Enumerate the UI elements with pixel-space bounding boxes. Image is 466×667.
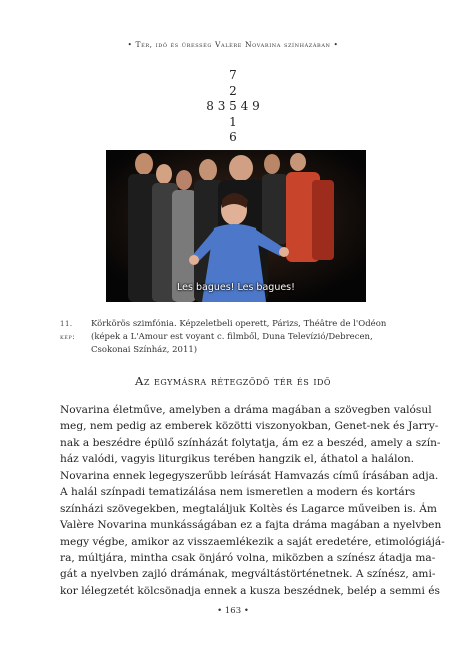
- paragraph-line: megy végbe, amikor az visszaemlékezik a saját eredetére, etimológiájá-: [60, 535, 445, 548]
- paragraph-line: Valère Novarina munkásságában ez a fajta dráma magában a nyelvben: [60, 519, 442, 532]
- caption-line: Körkörös szimfónia. Képzeletbeli operett, Párizs, Théâtre de l'Odéon: [91, 319, 387, 329]
- paragraph-line: kor lélegzetét kölcsönadja ennek a kusza beszédnek, belép a semmi és: [60, 584, 440, 597]
- body-paragraph: [60, 402, 445, 599]
- caption-text: [91, 318, 390, 357]
- section-heading: Az egymásra rétegződő tér és idő: [135, 374, 331, 388]
- page-number: • 163 •: [217, 606, 249, 616]
- paragraph-line: ra, múltjára, mintha csak önjáró volna, miközben a színész átadja ma-: [60, 551, 436, 564]
- paragraph-line: színházi szövegekben, megtaláljuk Koltès és Lagarce műveiben is. Ám: [60, 502, 437, 515]
- caption-line: (képek a L'Amour est voyant c. filmből, Duna Televízió/Debrecen,: [91, 332, 373, 342]
- caption-number: 11. kép:: [60, 320, 76, 341]
- pyramid-row: 8 3 5 4 9: [206, 99, 260, 113]
- figure-caption: [60, 318, 390, 357]
- stage-photo-illustration: [106, 150, 366, 302]
- paragraph-line: Novarina életműve, amelyben a dráma magában a szövegben valósul: [60, 404, 432, 416]
- paragraph-line: ház valódi, vagyis liturgikus terében hangzik el, áthatol a halálon.: [60, 453, 415, 466]
- number-pyramid: [0, 68, 466, 146]
- pyramid-row: 7: [229, 68, 237, 82]
- pyramid-row: 6: [229, 130, 237, 144]
- stage-photo: [106, 150, 366, 302]
- paragraph-line: nak a beszédre épülő színházát folytatja, ám ez a beszéd, amely a szín-: [60, 436, 441, 449]
- pyramid-row: 1: [229, 114, 237, 129]
- paragraph-line: meg, nem pedig az emberek közötti viszonyokban, Genet-nek és Jarry-: [60, 420, 439, 433]
- pyramid-row: 2: [229, 83, 237, 98]
- caption-line: Csokonai Színház, 2011): [91, 345, 198, 355]
- paragraph-line: A halál színpadi tematizálása nem ismeretlen a modern és kortárs: [60, 486, 416, 499]
- running-header: • Tér, idő és üresség Valère Novarina színházában •: [127, 40, 339, 49]
- video-subtitle: Les bagues! Les bagues!: [177, 282, 295, 293]
- paragraph-line: Novarina ennek legegyszerűbb leírását Hamvazás című írásában adja.: [60, 469, 439, 482]
- paragraph-line: gát a nyelvben zajló drámának, megváltástörténetnek. A színész, ami-: [60, 568, 436, 581]
